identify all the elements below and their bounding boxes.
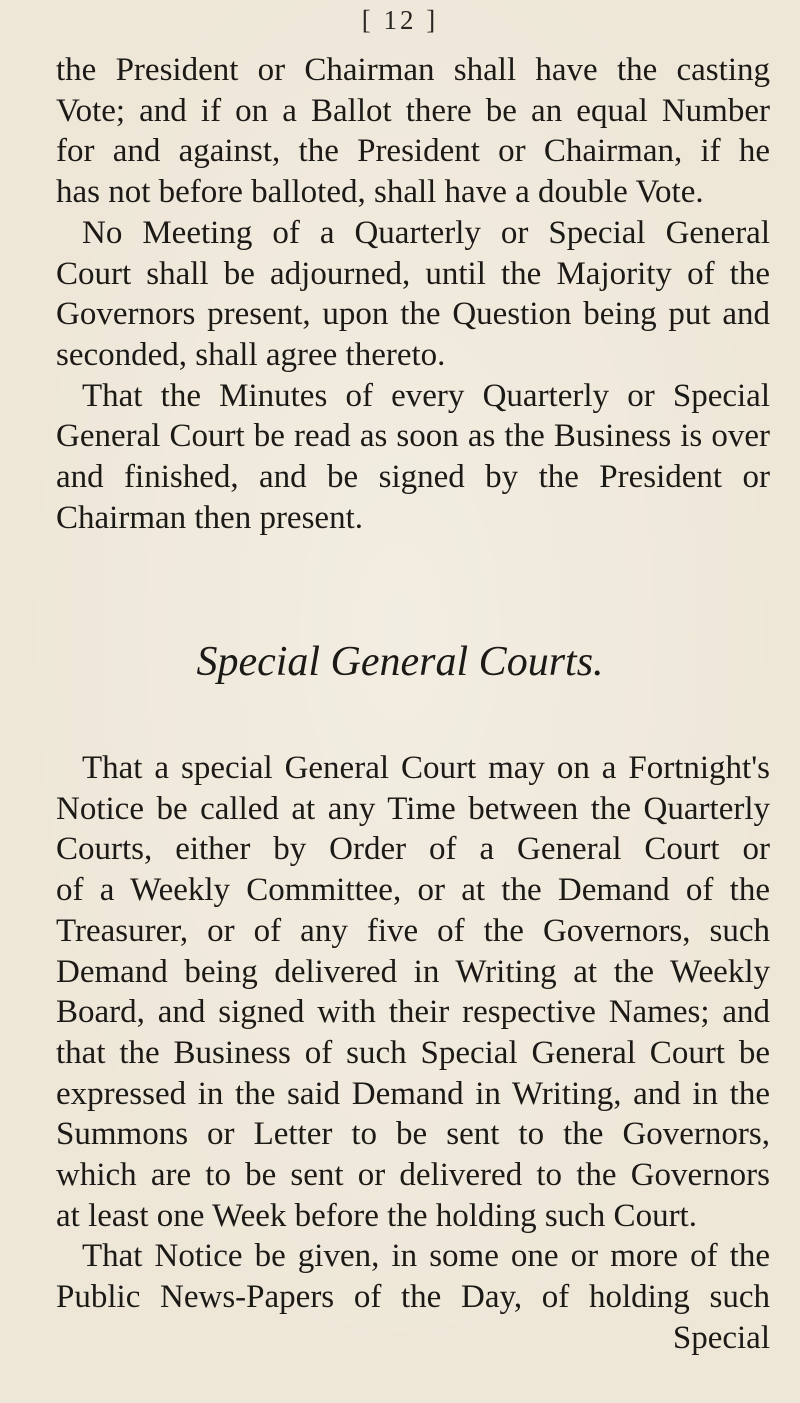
text-line: General Court be read as soon as the Business is over <box>56 418 770 455</box>
text-line: at least one Week before the holding such Court. <box>56 1197 697 1234</box>
text-line: expressed in the said Demand in Writing, and in the <box>56 1075 770 1112</box>
text-line: seconded, shall agree thereto. <box>56 336 446 373</box>
text-line: Board, and signed with their respective Names; and <box>56 994 770 1031</box>
paragraph-block-casting-vote <box>56 50 770 538</box>
text-line: of a Weekly Committee, or at the Demand of the <box>56 872 770 909</box>
text-line: No Meeting of a Quarterly or Special General <box>82 214 770 251</box>
text-line: Notice be called at any Time between the Quarterly <box>56 790 770 827</box>
text-line: Summons or Letter to be sent to the Governors, <box>56 1116 770 1153</box>
text-line: Public News-Papers of the Day, of holding such <box>56 1279 770 1316</box>
text-line: Treasurer, or of any five of the Governors, such <box>56 912 770 949</box>
page-number: [ 12 ] <box>361 5 439 35</box>
section-heading: Special General Courts. <box>196 639 604 685</box>
text-line: and finished, and be signed by the President or <box>56 459 770 496</box>
text-line: the President or Chairman shall have the casting <box>56 52 770 88</box>
text-line: that the Business of such Special General Court be <box>56 1034 770 1071</box>
text-line: Courts, either by Order of a General Court or <box>56 831 770 868</box>
text-line: Chairman then present. <box>56 499 363 536</box>
text-line: Governors present, upon the Question being put and <box>56 296 770 333</box>
text-line: That the Minutes of every Quarterly or Special <box>82 377 770 414</box>
text-line: That a special General Court may on a Fortnight's <box>82 750 770 786</box>
text-line: Vote; and if on a Ballot there be an equal Number <box>56 92 770 129</box>
text-line: Court shall be adjourned, until the Majority of the <box>56 255 770 292</box>
paragraph-block-special-courts <box>56 748 770 1359</box>
text-line: Demand being delivered in Writing at the Weekly <box>56 953 770 990</box>
text-line: has not before balloted, shall have a double Vote. <box>56 174 704 211</box>
catchword: Special <box>672 1319 770 1356</box>
text-line: which are to be sent or delivered to the Governors <box>56 1157 770 1194</box>
text-line: That Notice be given, in some one or more of the <box>82 1238 770 1275</box>
text-line: for and against, the President or Chairman, if he <box>56 133 770 170</box>
